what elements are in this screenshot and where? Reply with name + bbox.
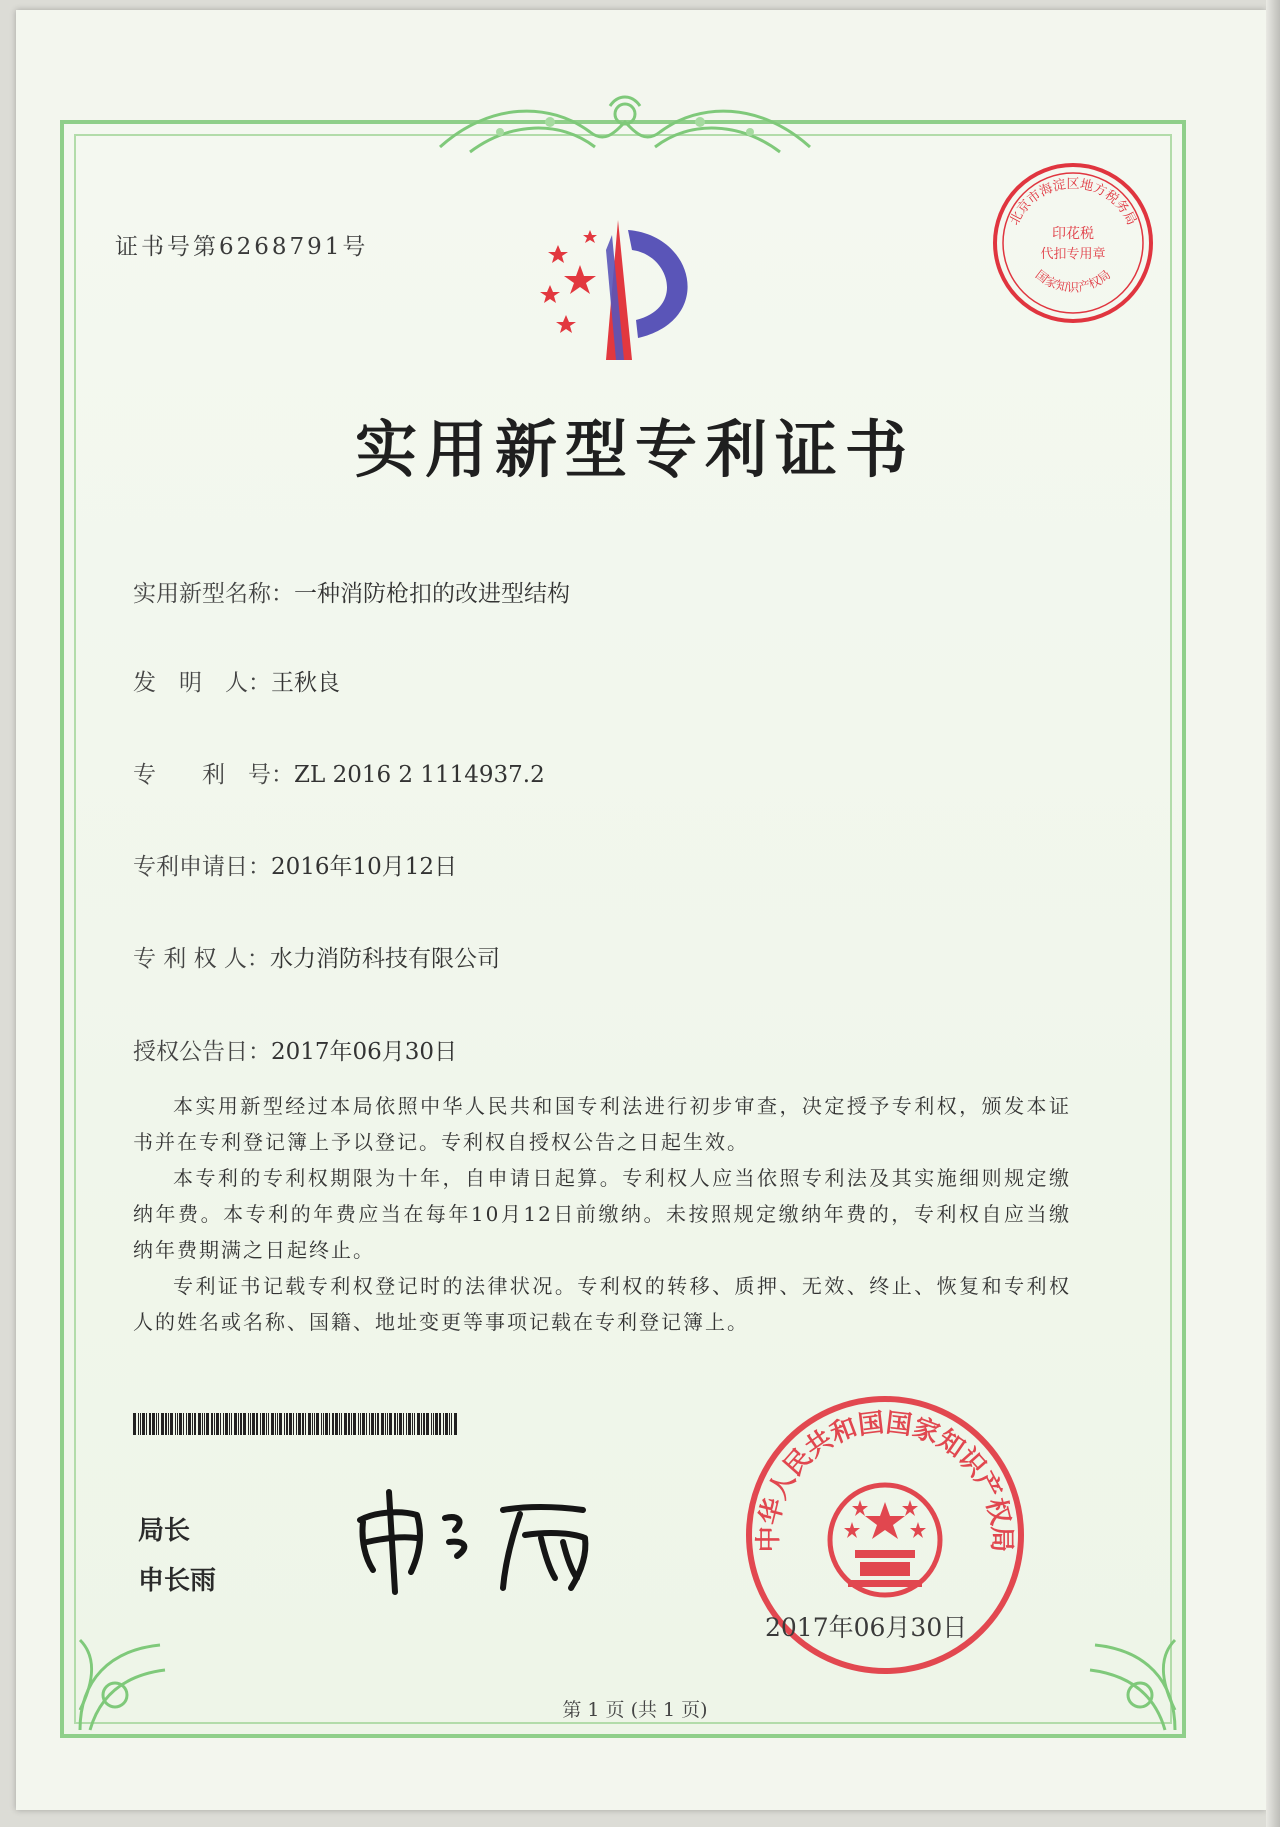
barcode-bar (412, 1413, 413, 1435)
barcode-bar (408, 1413, 411, 1435)
barcode-bar (229, 1413, 230, 1435)
barcode-bar (140, 1413, 141, 1435)
barcode-bar (266, 1413, 267, 1435)
seal-ring-text: 中华人民共和国国家知识产权局 (753, 1408, 1017, 1553)
barcode-bar (351, 1413, 352, 1435)
body-paragraph: 本实用新型经过本局依照中华人民共和国专利法进行初步审查，决定授予专利权，颁发本证书并在专利登记簿上予以登记。专利权自授权公告之日起生效。 (133, 1094, 1071, 1154)
barcode-bar (316, 1413, 319, 1435)
barcode-bar (138, 1413, 139, 1435)
barcode-bar (206, 1413, 209, 1435)
field-value: ZL 2016 2 1114937.2 (294, 762, 545, 788)
barcode-bar (170, 1413, 173, 1435)
field-label: 授权公告日： (133, 1039, 271, 1065)
barcode-bar (216, 1413, 219, 1435)
barcode-bar (387, 1413, 388, 1435)
barcode-bar (369, 1413, 370, 1435)
director-name: 申长雨 (138, 1566, 217, 1596)
barcode-bar (149, 1413, 151, 1435)
page-edge (1266, 0, 1280, 1827)
page-number: 第 1 页 (共 1 页) (562, 1699, 708, 1721)
barcode-bar (344, 1413, 347, 1435)
barcode (133, 1413, 458, 1435)
barcode-bar (439, 1413, 441, 1435)
barcode-bar (335, 1413, 338, 1435)
barcode-bar (268, 1413, 269, 1435)
field-label: 发 明 人： (133, 670, 271, 696)
barcode-bar (243, 1413, 246, 1435)
barcode-bar (262, 1413, 265, 1435)
barcode-bar (252, 1413, 255, 1435)
certificate-body (133, 1088, 1071, 1340)
barcode-bar (152, 1413, 155, 1435)
barcode-bar (165, 1413, 167, 1435)
field-inventor (133, 664, 340, 697)
barcode-bar (284, 1413, 285, 1435)
field-label: 专 利 号： (133, 762, 294, 788)
barcode-bar (321, 1413, 322, 1435)
barcode-bar (353, 1413, 356, 1435)
field-value: 王秋良 (271, 670, 340, 696)
barcode-bar (296, 1413, 297, 1435)
svg-text:北京市海淀区地方税务局 (1007, 176, 1139, 227)
field-utility-model-name (133, 575, 570, 608)
certificate-title: 实用新型专利证书 (354, 413, 915, 486)
barcode-bar (248, 1413, 249, 1435)
barcode-bar (186, 1413, 187, 1435)
barcode-bar (250, 1413, 251, 1435)
barcode-bar (156, 1413, 157, 1435)
barcode-bar (341, 1413, 342, 1435)
barcode-bar (211, 1413, 213, 1435)
barcode-bar (385, 1413, 386, 1435)
barcode-bar (431, 1413, 432, 1435)
field-patent-number (133, 756, 545, 789)
field-grant-date (133, 1033, 457, 1066)
director-signature (345, 1480, 615, 1595)
svg-text:国家知识产权局 (1033, 267, 1114, 294)
barcode-bar (161, 1413, 164, 1435)
barcode-bar (312, 1413, 313, 1435)
field-value: 一种消防枪扣的改进型结构 (294, 581, 570, 607)
field-patentee (133, 940, 500, 973)
barcode-bar (348, 1413, 350, 1435)
barcode-bar (142, 1413, 145, 1435)
patent-office-logo (520, 210, 720, 365)
barcode-bar (146, 1413, 147, 1435)
barcode-bar (289, 1413, 292, 1435)
barcode-bar (403, 1413, 404, 1435)
barcode-bar (214, 1413, 215, 1435)
barcode-bar (308, 1413, 311, 1435)
barcode-bar (298, 1413, 301, 1435)
barcode-bar (260, 1413, 261, 1435)
barcode-bar (397, 1413, 398, 1435)
field-value: 水力消防科技有限公司 (269, 946, 500, 972)
certificate-number: 证书号第6268791号 (115, 234, 369, 260)
barcode-bar (332, 1413, 334, 1435)
stamp-tax-seal (988, 158, 1158, 328)
tax-stamp-ring-text-bottom: 国家知识产权局 (1032, 267, 1114, 295)
barcode-bar (192, 1413, 193, 1435)
barcode-bar (238, 1413, 239, 1435)
barcode-bar (240, 1413, 242, 1435)
barcode-bar (377, 1413, 379, 1435)
barcode-bar (454, 1413, 457, 1435)
barcode-bar (225, 1413, 228, 1435)
barcode-bar (362, 1413, 365, 1435)
barcode-bar (399, 1413, 402, 1435)
barcode-bar (168, 1413, 169, 1435)
barcode-bar (279, 1413, 282, 1435)
top-ornament (430, 92, 820, 162)
barcode-bar (231, 1413, 232, 1435)
barcode-bar (175, 1413, 176, 1435)
barcode-bar (286, 1413, 288, 1435)
barcode-bar (443, 1413, 444, 1435)
barcode-bar (375, 1413, 376, 1435)
barcode-bar (371, 1413, 374, 1435)
barcode-bar (277, 1413, 278, 1435)
barcode-bar (451, 1413, 452, 1435)
barcode-bar (177, 1413, 178, 1435)
field-application-date (133, 848, 457, 881)
barcode-bar (366, 1413, 367, 1435)
barcode-bar (314, 1413, 315, 1435)
barcode-bar (198, 1413, 201, 1435)
barcode-bar (394, 1413, 396, 1435)
barcode-bar (271, 1413, 274, 1435)
tax-stamp-line2: 代扣专用章 (1040, 247, 1106, 262)
field-value: 2017年06月30日 (271, 1039, 458, 1065)
barcode-bar (435, 1413, 438, 1435)
body-paragraph: 专利证书记载专利权登记时的法律状况。专利权的转移、质押、无效、终止、恢复和专利权人的姓名或名称、国籍、地址变更等事项记载在专利登记簿上。 (133, 1274, 1071, 1334)
director-title: 局长 (138, 1516, 191, 1546)
barcode-bar (275, 1413, 276, 1435)
tax-stamp-ring-text: 北京市海淀区地方税务局 (1007, 177, 1139, 228)
barcode-bar (445, 1413, 448, 1435)
field-label: 专利申请日： (133, 854, 271, 880)
barcode-bar (339, 1413, 340, 1435)
barcode-bar (406, 1413, 407, 1435)
barcode-bar (204, 1413, 205, 1435)
issue-date: 2017年06月30日 (765, 1613, 968, 1642)
barcode-bar (179, 1413, 182, 1435)
barcode-bar (158, 1413, 159, 1435)
barcode-bar (188, 1413, 191, 1435)
barcode-bar (329, 1413, 330, 1435)
barcode-bar (323, 1413, 324, 1435)
svg-text:中华人民共和国国家知识产权局 (754, 1408, 1016, 1552)
barcode-bar (194, 1413, 196, 1435)
barcode-bar (293, 1413, 294, 1435)
barcode-bar (305, 1413, 306, 1435)
barcode-bar (220, 1413, 221, 1435)
barcode-bar (421, 1413, 422, 1435)
barcode-bar (389, 1413, 392, 1435)
barcode-bar (302, 1413, 304, 1435)
barcode-bar (449, 1413, 450, 1435)
field-value: 2016年10月12日 (271, 854, 458, 880)
barcode-bar (133, 1413, 136, 1435)
barcode-bar (234, 1413, 237, 1435)
body-paragraph: 本专利的专利权期限为十年，自申请日起算。专利权人应当依照专利法及其实施细则规定缴纳年费。本专利的年费应当在每年10月12日前缴纳。未按照规定缴纳年费的，专利权自应当缴纳年费期满之日起终止。 (133, 1166, 1071, 1262)
field-label: 专 利 权 人： (133, 946, 270, 972)
barcode-bar (325, 1413, 328, 1435)
barcode-bar (414, 1413, 415, 1435)
barcode-bar (223, 1413, 224, 1435)
field-label: 实用新型名称： (133, 581, 294, 607)
tax-stamp-line1: 印花税 (1052, 226, 1094, 242)
barcode-bar (360, 1413, 361, 1435)
barcode-bar (426, 1413, 429, 1435)
barcode-bar (433, 1413, 434, 1435)
barcode-bar (202, 1413, 203, 1435)
barcode-bar (358, 1413, 359, 1435)
barcode-bar (256, 1413, 258, 1435)
barcode-bar (183, 1413, 184, 1435)
barcode-bar (417, 1413, 420, 1435)
barcode-bar (423, 1413, 425, 1435)
barcode-bar (381, 1413, 384, 1435)
